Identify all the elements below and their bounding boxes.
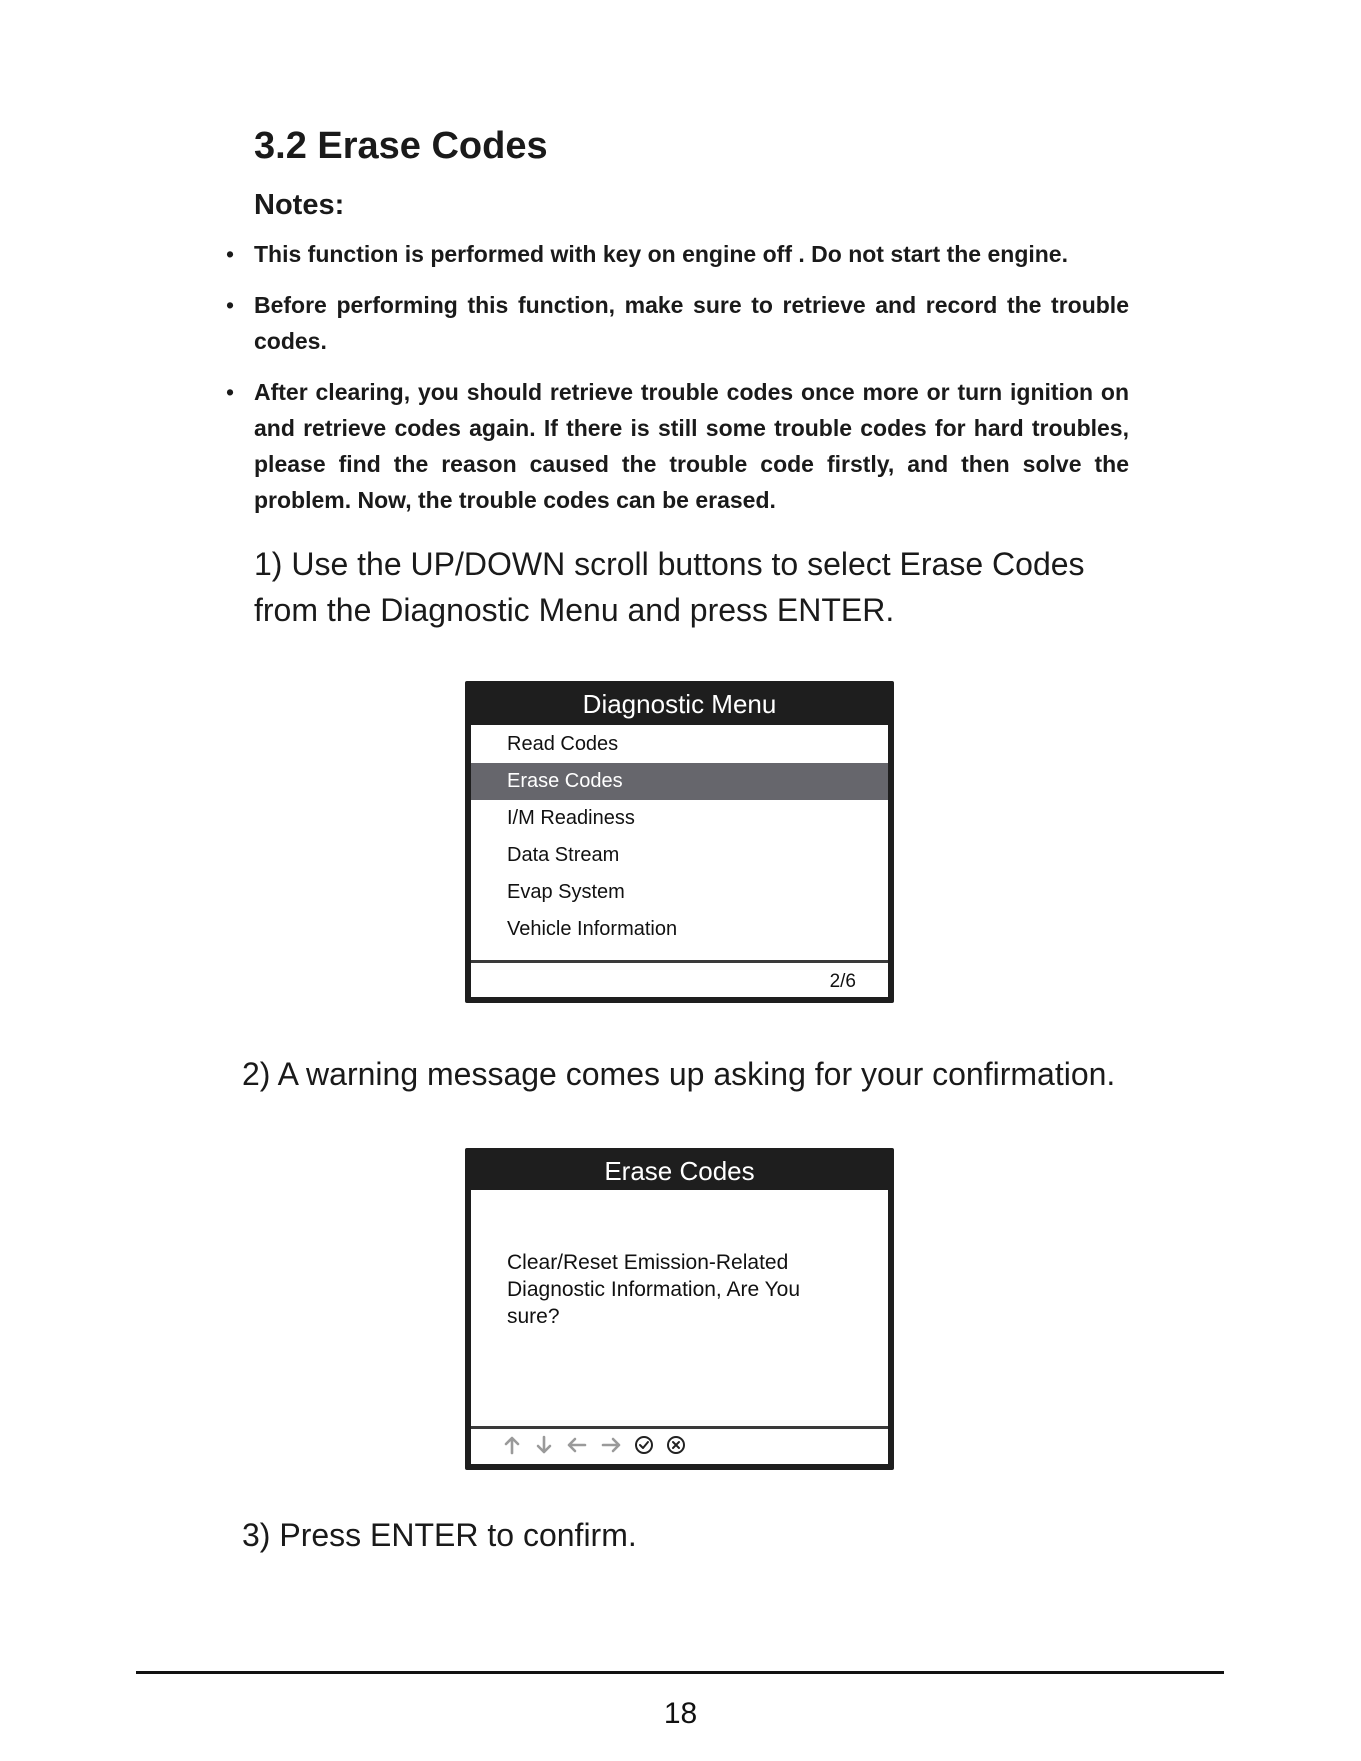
menu-list — [471, 726, 888, 948]
menu-item-read-codes[interactable]: Read Codes — [507, 733, 619, 755]
menu-item-data-stream[interactable]: Data Stream — [507, 844, 620, 866]
note-item: • After clearing, you should retrieve trouble codes once more or turn ignition on and retrieve codes again. If there is still some trouble codes for hard troubles, please find the reason caused the trouble code firstly, and then solve the problem. Now, the trouble codes can be erased. — [224, 374, 1129, 518]
arrow-down-icon — [533, 1434, 555, 1456]
page-indicator: 2/6 — [829, 971, 856, 992]
menu-item-evap-system[interactable]: Evap System — [507, 881, 625, 903]
x-circle-icon — [665, 1434, 687, 1456]
section-title: 3.2 Erase Codes — [254, 125, 548, 167]
erase-codes-screen — [465, 1148, 894, 1470]
step-3-instruction: 3) Press ENTER to confirm. — [242, 1517, 637, 1553]
arrow-left-icon — [565, 1434, 589, 1456]
page-number: 18 — [663, 1697, 698, 1730]
footer-rule — [136, 1671, 1224, 1674]
diagnostic-menu-screen — [465, 681, 894, 1003]
menu-item-erase-codes[interactable]: Erase Codes — [471, 763, 888, 800]
note-item: • This function is performed with key on engine off . Do not start the engine. — [224, 236, 1129, 272]
notes-list — [224, 236, 1129, 533]
screen-title: Erase Codes — [604, 1156, 755, 1186]
menu-item-im-readiness[interactable]: I/M Readiness — [507, 807, 635, 829]
screen-divider — [471, 960, 888, 963]
note-item: • Before performing this function, make sure to retrieve and record the trouble codes. — [224, 287, 1129, 359]
screen-body — [471, 1190, 888, 1464]
confirmation-message: Clear/Reset Emission-Related Diagnostic Information, Are You sure? — [507, 1251, 801, 1328]
screen-title: Diagnostic Menu — [582, 689, 777, 719]
step-1-instruction: 1) Use the UP/DOWN scroll buttons to select Erase Codes from the Diagnostic Menu and press ENTER. — [254, 546, 1085, 628]
arrow-right-icon — [599, 1434, 623, 1456]
arrow-up-icon — [501, 1434, 523, 1456]
screen-divider — [471, 1426, 888, 1429]
step-2-instruction: 2) A warning message comes up asking for your confirmation. — [242, 1056, 1116, 1092]
check-circle-icon — [633, 1434, 655, 1456]
key-icon-bar — [501, 1434, 687, 1456]
screen-body — [471, 725, 888, 997]
menu-item-vehicle-information[interactable]: Vehicle Information — [507, 918, 678, 940]
notes-heading: Notes: — [254, 189, 345, 221]
